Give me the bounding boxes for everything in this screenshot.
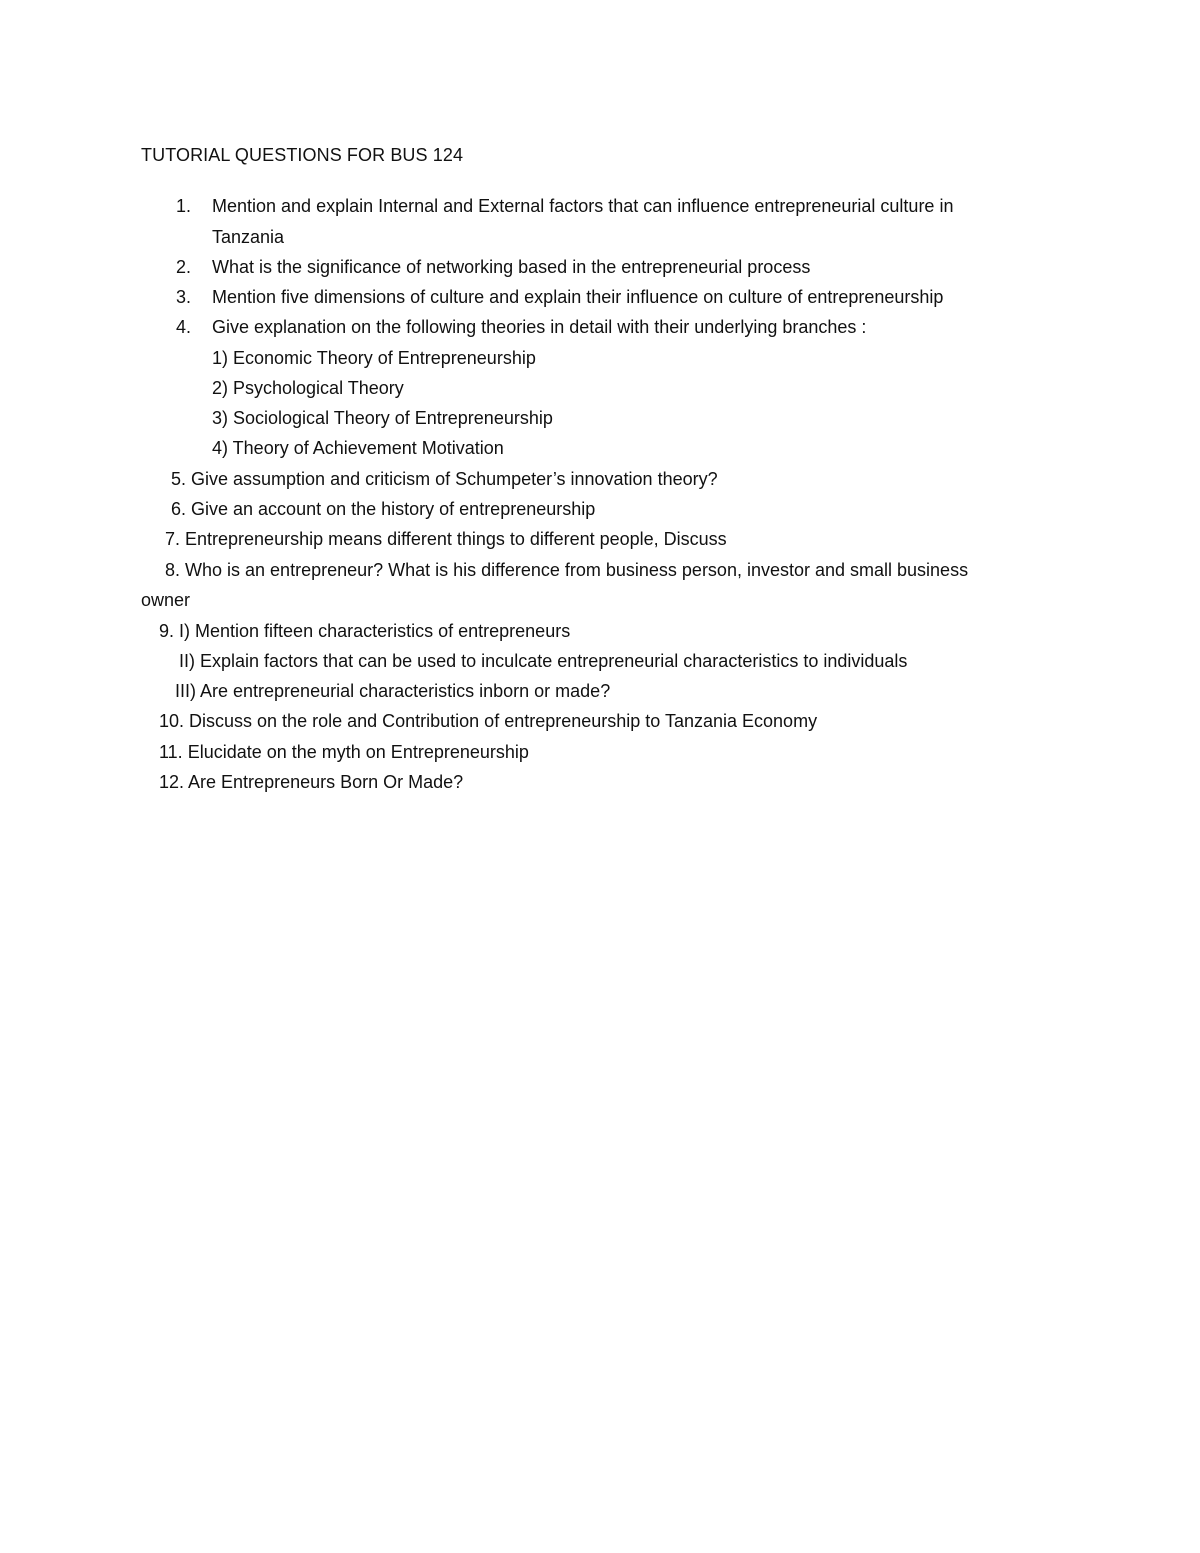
question-9-part-iii: III) Are entrepreneurial characteristics inborn or made? — [175, 681, 611, 701]
question-number: 3. — [175, 287, 191, 307]
question-4-sub-2: 2) Psychological Theory — [212, 378, 404, 398]
question-number: 4. — [175, 317, 191, 337]
question-6: 6. Give an account on the history of entrepreneurship — [171, 499, 596, 519]
question-5: 5. Give assumption and criticism of Schumpeter’s innovation theory? — [171, 469, 718, 489]
question-8-continuation: owner — [141, 590, 191, 610]
question-12: 12. Are Entrepreneurs Born Or Made? — [159, 772, 464, 792]
question-7: 7. Entrepreneurship means different things to different people, Discuss — [165, 529, 727, 549]
question-text: What is the significance of networking based in the entrepreneurial process — [212, 257, 811, 277]
question-number: 1. — [175, 196, 191, 216]
question-8: 8. Who is an entrepreneur? What is his difference from business person, investor and small business — [165, 560, 969, 580]
question-number: 2. — [175, 257, 191, 277]
question-text: Mention and explain Internal and External factors that can influence entrepreneurial culture in — [212, 196, 954, 216]
question-9-part-i: 9. I) Mention fifteen characteristics of entrepreneurs — [159, 621, 571, 641]
question-10: 10. Discuss on the role and Contribution of entrepreneurship to Tanzania Economy — [159, 711, 818, 731]
question-text: Give explanation on the following theories in detail with their underlying branches : — [212, 317, 867, 337]
question-4-sub-1: 1) Economic Theory of Entrepreneurship — [212, 348, 536, 368]
question-9-part-ii: II) Explain factors that can be used to inculcate entrepreneurial characteristics to individuals — [179, 651, 908, 671]
question-text: Mention five dimensions of culture and explain their influence on culture of entrepreneurship — [212, 287, 944, 307]
question-1-continuation: Tanzania — [212, 227, 285, 247]
question-11: 11. Elucidate on the myth on Entrepreneurship — [159, 742, 529, 762]
document-title: TUTORIAL QUESTIONS FOR BUS 124 — [141, 145, 464, 165]
question-4-sub-4: 4) Theory of Achievement Motivation — [212, 438, 504, 458]
question-4-sub-3: 3) Sociological Theory of Entrepreneurship — [212, 408, 553, 428]
